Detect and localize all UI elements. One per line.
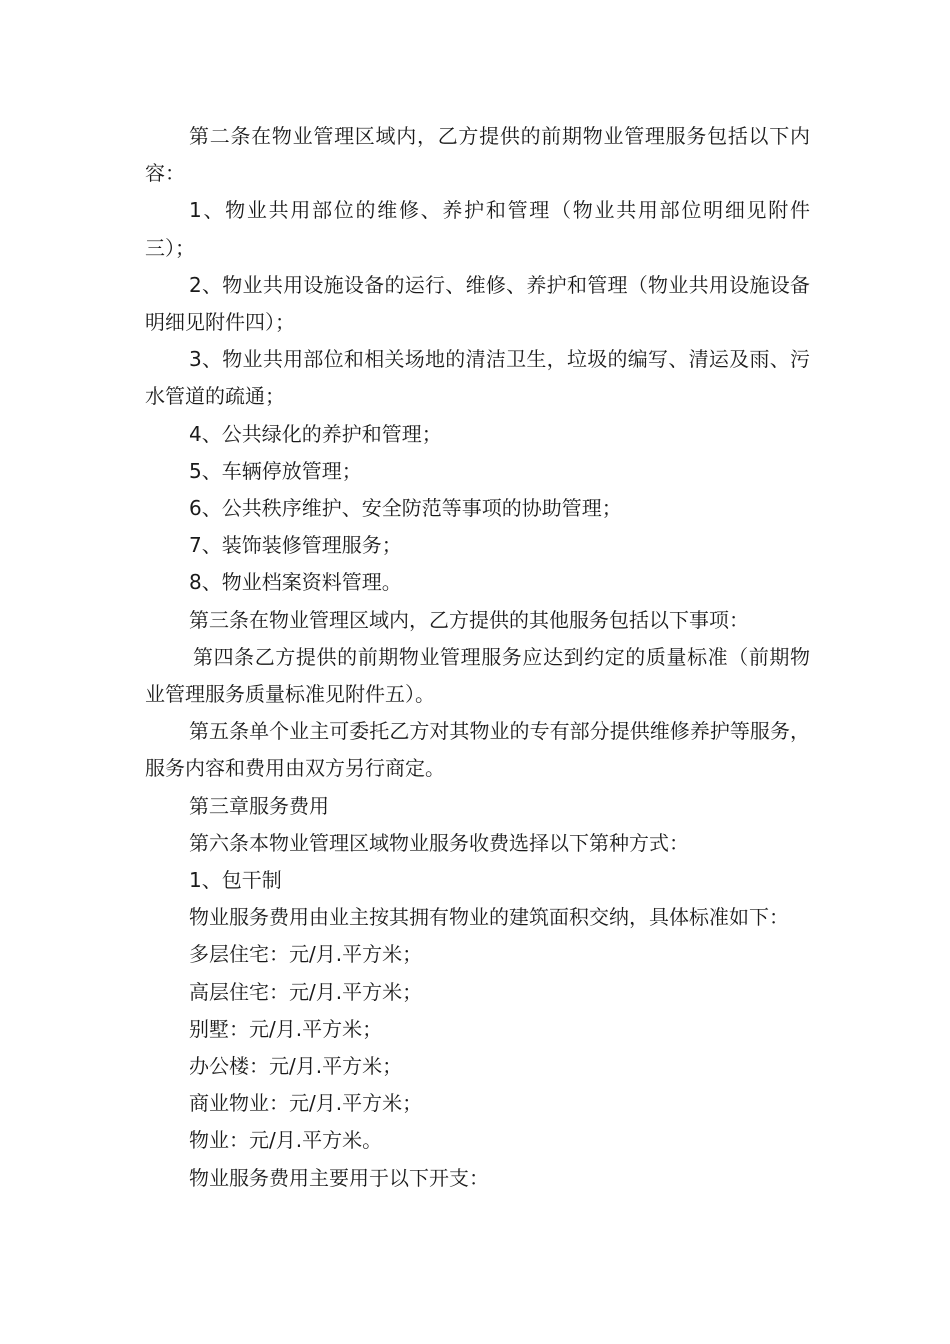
- list-item-4: 4、公共绿化的养护和管理；: [189, 421, 442, 446]
- fee-villa: 别墅：元/月.平方米；: [189, 1016, 383, 1041]
- list-item-7: 7、装饰装修管理服务；: [189, 533, 402, 558]
- fee-other-property: 物业：元/月.平方米。: [189, 1128, 383, 1153]
- article-2-paragraph: 第二条在物业管理区域内，乙方提供的前期物业管理服务包括以下内容：: [145, 124, 810, 186]
- chapter-3-heading: 第三章服务费用: [189, 793, 329, 818]
- article-3-paragraph: 第三条在物业管理区域内，乙方提供的其他服务包括以下事项：: [189, 607, 749, 632]
- article-6-paragraph: 第六条本物业管理区域物业服务收费选择以下第种方式：: [189, 830, 689, 855]
- fee-commercial-property: 商业物业：元/月.平方米；: [189, 1091, 423, 1116]
- fee-method-item-1: 1、包干制: [189, 868, 282, 893]
- fee-office-building: 办公楼：元/月.平方米；: [189, 1054, 403, 1079]
- list-item-6: 6、公共秩序维护、安全防范等事项的协助管理；: [189, 496, 622, 521]
- fee-multilayer-residential: 多层住宅：元/月.平方米；: [189, 942, 423, 967]
- document-body: [145, 118, 810, 1197]
- fee-usage-intro: 物业服务费用主要用于以下开支：: [189, 1165, 489, 1190]
- list-item-5: 5、车辆停放管理；: [189, 458, 362, 483]
- article-5-paragraph: 第五条单个业主可委托乙方对其物业的专有部分提供维修养护等服务，服务内容和费用由双方另行商定。: [145, 719, 810, 781]
- fee-highrise-residential: 高层住宅：元/月.平方米；: [189, 979, 423, 1004]
- list-item-3: 3、物业共用部位和相关场地的清洁卫生，垃圾的编写、清运及雨、污水管道的疏通；: [145, 347, 810, 409]
- fee-description: 物业服务费用由业主按其拥有物业的建筑面积交纳，具体标准如下：: [189, 905, 789, 930]
- list-item-2: 2、物业共用设施设备的运行、维修、养护和管理（物业共用设施设备明细见附件四）；: [145, 272, 810, 335]
- list-item-1: 1、物业共用部位的维修、养护和管理（物业共用部位明细见附件三）；: [145, 198, 810, 260]
- article-4-paragraph: 第四条乙方提供的前期物业管理服务应达到约定的质量标准（前期物业管理服务质量标准见附件五）。: [145, 644, 810, 707]
- list-item-8: 8、物业档案资料管理。: [189, 570, 402, 595]
